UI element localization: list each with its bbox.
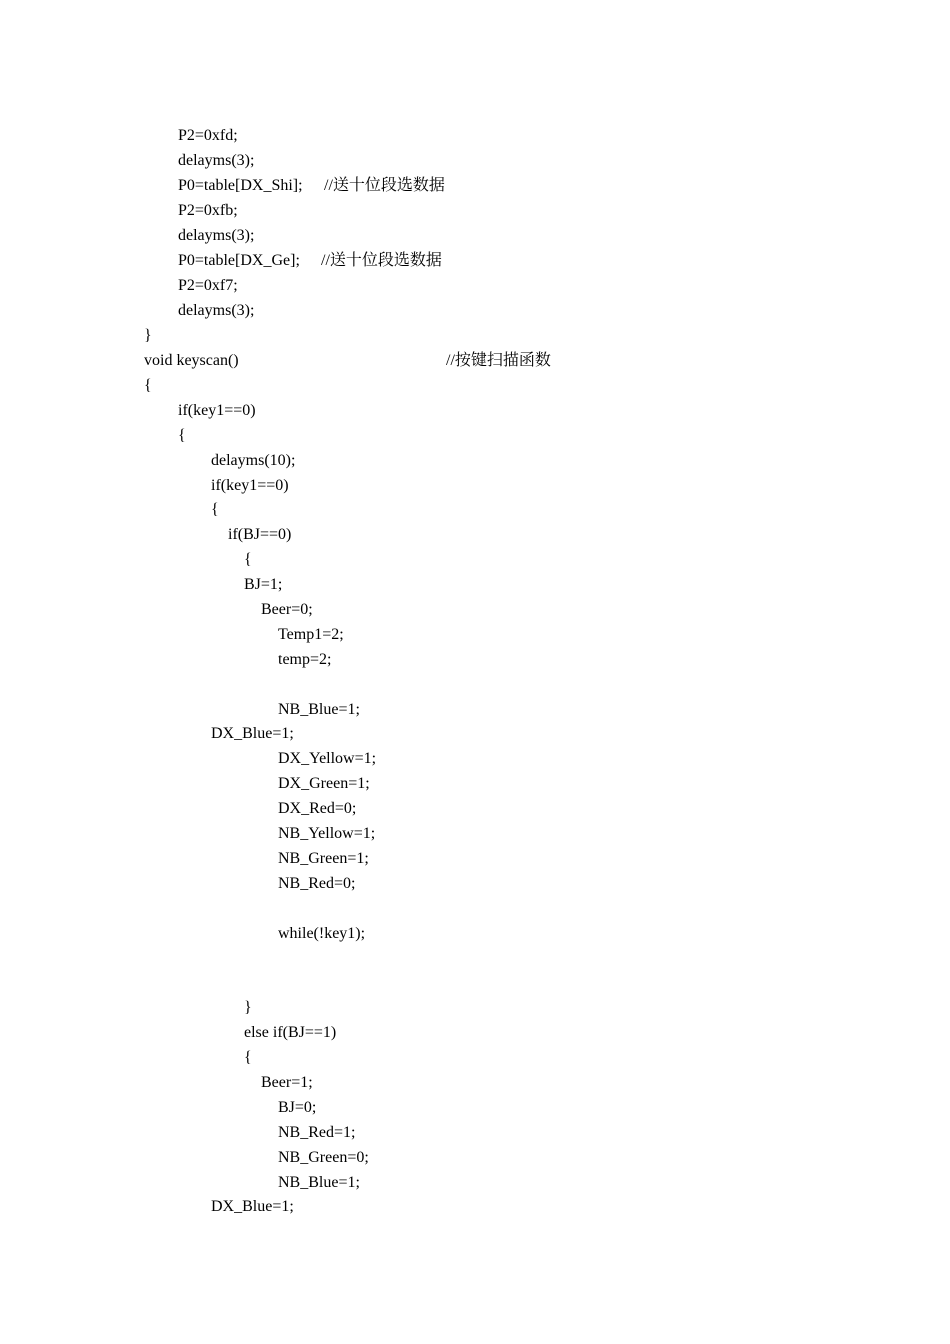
code-line: delayms(3); [178, 302, 255, 319]
code-line: { [244, 551, 252, 568]
code-line: NB_Blue=1; [278, 1174, 360, 1191]
code-line: DX_Blue=1; [211, 1198, 294, 1215]
code-line: NB_Yellow=1; [278, 825, 376, 842]
code-line: if(key1==0) [178, 402, 256, 419]
code-line: Temp1=2; [278, 626, 344, 643]
code-comment: //送十位段选数据 [324, 177, 445, 194]
code-line: NB_Green=1; [278, 850, 369, 867]
code-line: { [211, 501, 219, 518]
code-line: P0=table[DX_Shi]; [178, 177, 303, 194]
code-line: { [178, 427, 186, 444]
code-line: Beer=0; [261, 601, 313, 618]
code-line: DX_Blue=1; [211, 725, 294, 742]
code-line: NB_Red=0; [278, 875, 356, 892]
code-line: } [244, 999, 252, 1016]
code-line: NB_Red=1; [278, 1124, 356, 1141]
code-line: BJ=0; [278, 1099, 317, 1116]
code-line: P0=table[DX_Ge]; [178, 252, 300, 269]
code-comment: //送十位段选数据 [321, 252, 442, 269]
code-line: delayms(3); [178, 152, 255, 169]
code-line: NB_Green=0; [278, 1149, 369, 1166]
code-comment: //按键扫描函数 [446, 352, 551, 369]
code-line: temp=2; [278, 651, 332, 668]
code-line: P2=0xf7; [178, 277, 238, 294]
code-line: delayms(10); [211, 452, 296, 469]
code-line: delayms(3); [178, 227, 255, 244]
code-line: P2=0xfb; [178, 202, 238, 219]
code-line: } [144, 327, 152, 344]
code-line: void keyscan() [144, 352, 239, 369]
code-line: DX_Yellow=1; [278, 750, 377, 767]
code-line: BJ=1; [244, 576, 283, 593]
code-line: DX_Green=1; [278, 775, 370, 792]
code-line: P2=0xfd; [178, 127, 238, 144]
code-line: if(key1==0) [211, 477, 289, 494]
code-line: { [144, 377, 152, 394]
code-line: if(BJ==0) [228, 526, 292, 543]
code-line: while(!key1); [278, 925, 366, 942]
code-line: NB_Blue=1; [278, 701, 360, 718]
code-line: else if(BJ==1) [244, 1024, 337, 1041]
code-line: { [244, 1049, 252, 1066]
code-line: Beer=1; [261, 1074, 313, 1091]
code-line: DX_Red=0; [278, 800, 357, 817]
